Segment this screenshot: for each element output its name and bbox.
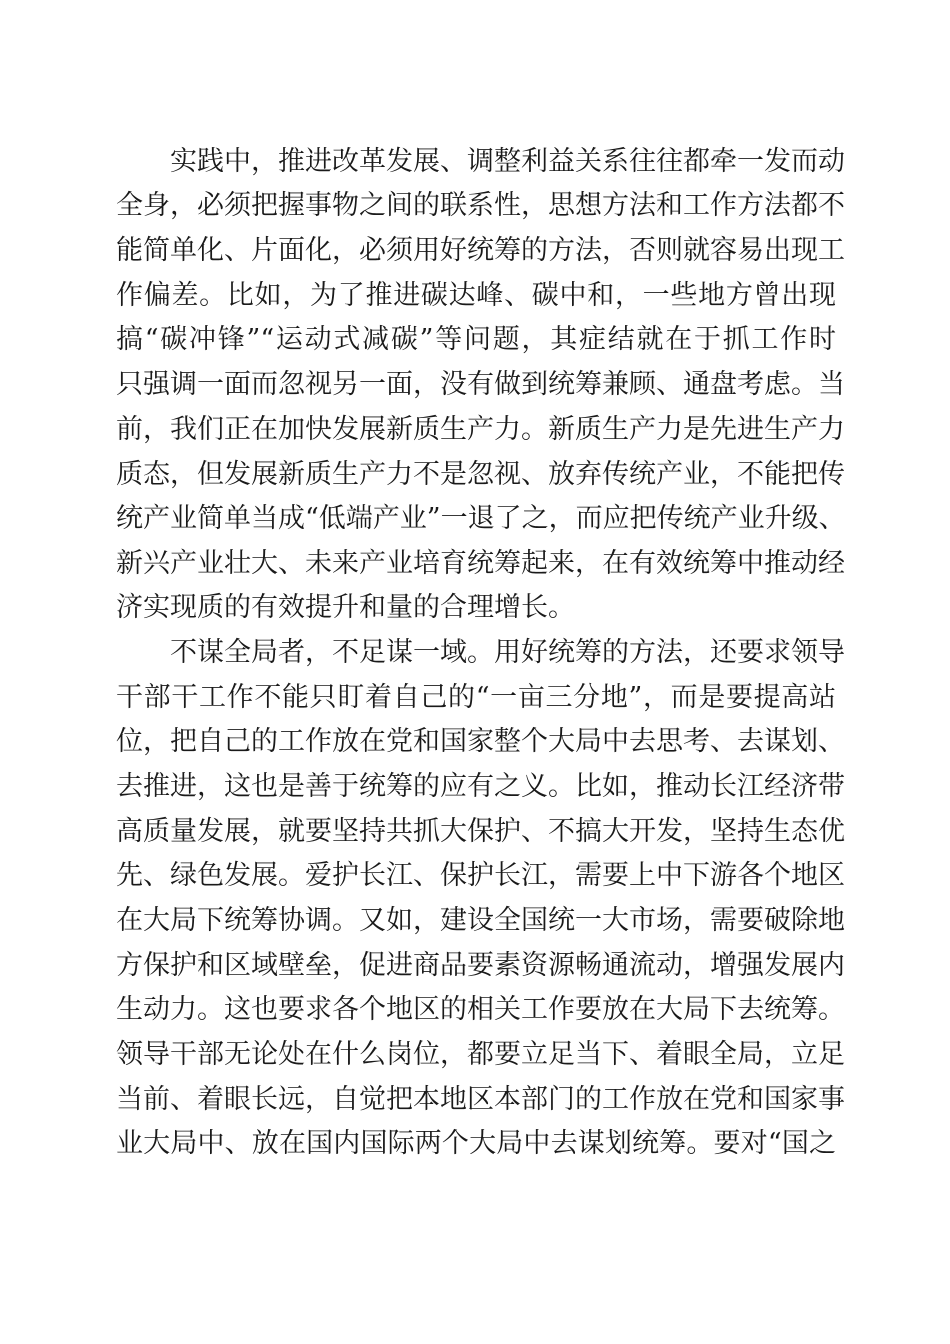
paragraph-2-line-10: 领导干部无论处在什么岗位，都要立足当下、着眼全局，立足 xyxy=(116,1039,845,1070)
paragraph-1-line-7: 前，我们正在加快发展新质生产力。新质生产力是先进生产力 xyxy=(116,414,845,445)
paragraph-1-line-2: 全身，必须把握事物之间的联系性，思想方法和工作方法都不 xyxy=(116,190,845,221)
paragraph-1-line-4: 作偏差。比如，为了推进碳达峰、碳中和，一些地方曾出现 xyxy=(116,280,836,311)
paragraph-2-line-6: 先、绿色发展。爱护长江、保护长江，需要上中下游各个地区 xyxy=(116,860,845,891)
paragraph-2-line-2: 干部干工作不能只盯着自己的“一亩三分地”，而是要提高站 xyxy=(116,682,836,713)
paragraph-1-line-5: 搞“碳冲锋”“运动式减碳”等问题，其症结就在于抓工作时 xyxy=(116,324,836,355)
paragraph-2-line-1: 不谋全局者，不足谋一域。用好统筹的方法，还要求领导 xyxy=(170,637,845,668)
paragraph-1-line-6: 只强调一面而忽视另一面，没有做到统筹兼顾、通盘考虑。当 xyxy=(116,369,845,400)
paragraph-1-line-1: 实践中，推进改革发展、调整利益关系往往都牵一发而动 xyxy=(170,146,845,177)
paragraph-2-line-12: 业大局中、放在国内国际两个大局中去谋划统筹。要对“国之 xyxy=(116,1128,836,1159)
paragraph-1-line-10: 新兴产业壮大、未来产业培育统筹起来，在有效统筹中推动经 xyxy=(116,548,845,579)
paragraph-2-line-5: 高质量发展，就要坚持共抓大保护、不搞大开发，坚持生态优 xyxy=(116,816,845,847)
paragraph-2-line-4: 去推进，这也是善于统筹的应有之义。比如，推动长江经济带 xyxy=(116,771,845,802)
paragraph-2-line-9: 生动力。这也要求各个地区的相关工作要放在大局下去统筹。 xyxy=(116,994,845,1025)
paragraph-1-line-9: 统产业简单当成“低端产业”一退了之，而应把传统产业升级、 xyxy=(116,503,846,534)
paragraph-2-line-11: 当前、着眼长远，自觉把本地区本部门的工作放在党和国家事 xyxy=(116,1084,845,1115)
paragraph-1-line-8: 质态，但发展新质生产力不是忽视、放弃传统产业，不能把传 xyxy=(116,459,845,490)
paragraph-1-line-3: 能简单化、片面化，必须用好统筹的方法，否则就容易出现工 xyxy=(116,235,845,266)
paragraph-2-line-3: 位，把自己的工作放在党和国家整个大局中去思考、去谋划、 xyxy=(116,726,845,757)
paragraph-2-line-8: 方保护和区域壁垒，促进商品要素资源畅通流动，增强发展内 xyxy=(116,950,845,981)
paragraph-2-line-7: 在大局下统筹协调。又如，建设全国统一大市场，需要破除地 xyxy=(116,905,845,936)
paragraph-1-line-11: 济实现质的有效提升和量的合理增长。 xyxy=(116,592,575,623)
